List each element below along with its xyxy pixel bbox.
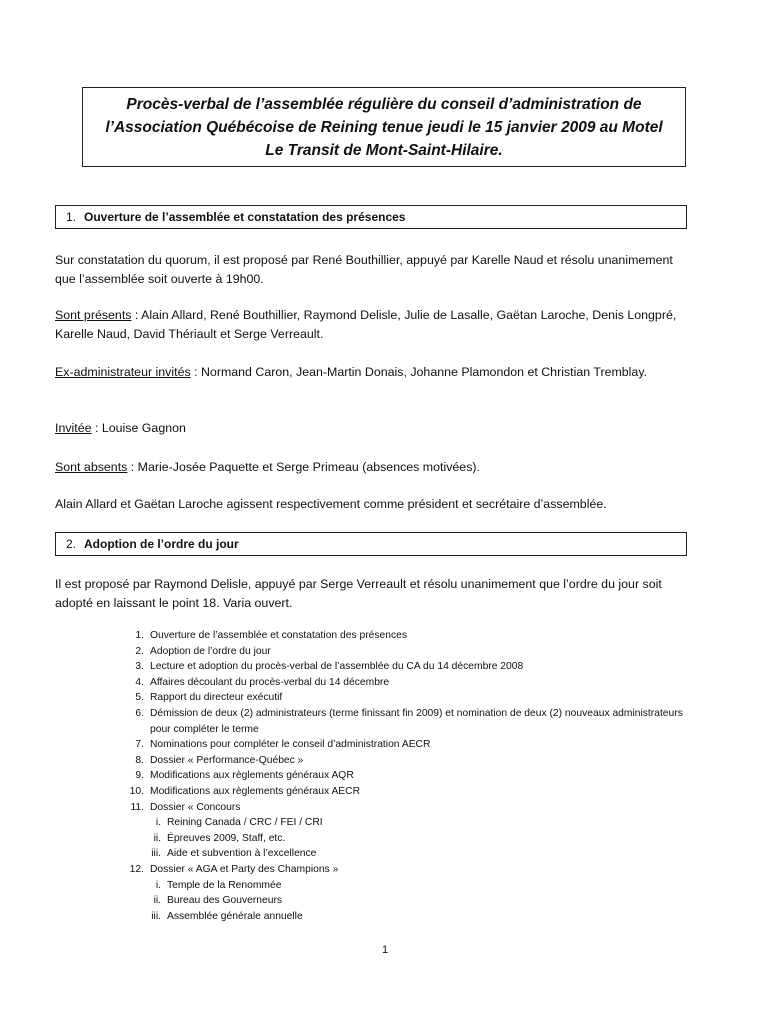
agenda-item <box>55 690 695 706</box>
absent-label: Sont absents <box>55 460 128 474</box>
agenda-subitem-number: i. <box>155 817 161 829</box>
agenda-item-number: 2. <box>135 645 144 657</box>
agenda-item <box>55 800 695 816</box>
absent-paragraph <box>55 458 695 477</box>
agenda-item-text: Adoption de l’ordre du jour <box>150 645 271 657</box>
agenda-item-text: Démission de deux (2) administrateurs (terme finissant fin 2009) et nomination de deux (2) nouveaux administrateurs pour compléter le terme <box>150 707 683 735</box>
section-number: 1. <box>66 210 77 224</box>
section-title: Adoption de l’ordre du jour <box>84 537 239 551</box>
officers-paragraph: Alain Allard et Gaëtan Laroche agissent respectivement comme président et secrétaire d’assemblée. <box>55 497 607 511</box>
agenda-item-number: 5. <box>135 692 144 704</box>
invitee-paragraph <box>55 419 695 438</box>
agenda-subitem-number: ii. <box>153 832 161 844</box>
agenda-subitem-number: ii. <box>153 895 161 907</box>
ex-admin-text: : Normand Caron, Jean-Martin Donais, Johanne Plamondon et Christian Tremblay. <box>190 365 648 379</box>
invitee-label: Invitée <box>55 421 92 435</box>
agenda-subitem <box>55 815 695 831</box>
page-number: 1 <box>381 944 389 956</box>
agenda-subitem-text: Bureau des Gouverneurs <box>167 895 283 907</box>
agenda-subitem <box>55 909 695 925</box>
agenda-item-number: 6. <box>135 707 144 719</box>
agenda-subitem <box>55 878 695 894</box>
absent-text: : Marie-Josée Paquette et Serge Primeau (absences motivées). <box>127 460 480 474</box>
present-paragraph <box>55 306 695 344</box>
ex-admin-label: Ex-administrateur invités <box>55 365 191 379</box>
agenda-subitem-number: iii. <box>151 910 161 922</box>
agenda-subitem-number: i. <box>155 879 161 891</box>
section-title: Ouverture de l’assemblée et constatation des présences <box>84 210 406 224</box>
agenda-item <box>55 737 695 753</box>
agenda-item <box>55 753 695 769</box>
section-heading-2 <box>55 532 687 556</box>
agenda-item-text: Dossier « Concours <box>150 801 241 813</box>
agenda-item <box>55 784 695 800</box>
agenda-item-text: Modifications aux règlements généraux AECR <box>150 785 361 797</box>
document-title-line: l’Association Québécoise de Reining tenue jeudi le 15 janvier 2009 au Motel <box>105 118 663 136</box>
section-number: 2. <box>66 537 77 551</box>
agenda-item-text: Lecture et adoption du procès-verbal de l’assemblée du CA du 14 décembre 2008 <box>150 661 524 673</box>
agenda-item-text: Rapport du directeur exécutif <box>150 692 283 704</box>
document-title-line: Le Transit de Mont-Saint-Hilaire. <box>265 141 503 159</box>
document-title-line: Procès-verbal de l’assemblée régulière du conseil d’administration de <box>126 95 642 113</box>
agenda-item-text: Modifications aux règlements généraux AQR <box>150 770 354 782</box>
agenda-subitem <box>55 846 695 862</box>
agenda-subitem-text: Reining Canada / CRC / FEI / CRI <box>167 817 323 829</box>
agenda-intro-paragraph: Il est proposé par Raymond Delisle, appuyé par Serge Verreault et résolu unanimement que l’ordre du jour soit adopté en laissant le point 18. Varia ouvert. <box>55 577 662 610</box>
agenda-item <box>55 768 695 784</box>
agenda-item-number: 7. <box>135 739 144 751</box>
agenda-item-text: Affaires découlant du procès-verbal du 14 décembre <box>150 676 390 688</box>
present-label: Sont présents <box>55 308 132 322</box>
ex-admin-paragraph <box>55 363 695 382</box>
agenda-item <box>55 862 695 878</box>
agenda-item <box>55 644 695 660</box>
agenda-subitem-number: iii. <box>151 848 161 860</box>
agenda-subitem-text: Aide et subvention à l’excellence <box>167 848 317 860</box>
agenda-item-number: 11. <box>130 801 144 813</box>
agenda-item-number: 10. <box>129 785 144 797</box>
invitee-text: : Louise Gagnon <box>91 421 186 435</box>
agenda-item <box>55 706 695 737</box>
agenda-subitem-text: Assemblée générale annuelle <box>167 910 303 922</box>
agenda-item-number: 1. <box>135 630 144 641</box>
agenda-item-text: Dossier « AGA et Party des Champions » <box>150 863 339 875</box>
agenda-subitem <box>55 831 695 847</box>
agenda-item-number: 9. <box>135 770 144 782</box>
section-heading-1 <box>55 205 687 229</box>
agenda-item-number: 12. <box>129 863 144 875</box>
document-title-box <box>82 87 686 167</box>
agenda-item-text: Ouverture de l’assemblée et constatation des présences <box>150 630 407 641</box>
agenda-item-text: Nominations pour compléter le conseil d’administration AECR <box>150 739 431 751</box>
agenda-subitem-text: Épreuves 2009, Staff, etc. <box>167 832 286 844</box>
agenda-item-text: Dossier « Performance-Québec » <box>150 754 304 766</box>
agenda-item-number: 4. <box>135 676 144 688</box>
agenda-subitem <box>55 893 695 909</box>
agenda-item <box>55 675 695 691</box>
agenda-item-number: 3. <box>135 661 144 673</box>
agenda-list <box>55 628 695 924</box>
agenda-item <box>55 628 695 644</box>
agenda-subitem-text: Temple de la Renommée <box>167 879 282 891</box>
quorum-paragraph: Sur constatation du quorum, il est proposé par René Bouthillier, appuyé par Karelle Naud et résolu unanimement que l’assemblée soit ouverte à 19h00. <box>55 253 673 286</box>
agenda-item-number: 8. <box>135 754 144 766</box>
agenda-item <box>55 659 695 675</box>
present-text: : Alain Allard, René Bouthillier, Raymond Delisle, Julie de Lasalle, Gaëtan Laroche, Denis Longpré, Karelle Naud, David Thériault et Serge Verreault. <box>55 308 677 341</box>
